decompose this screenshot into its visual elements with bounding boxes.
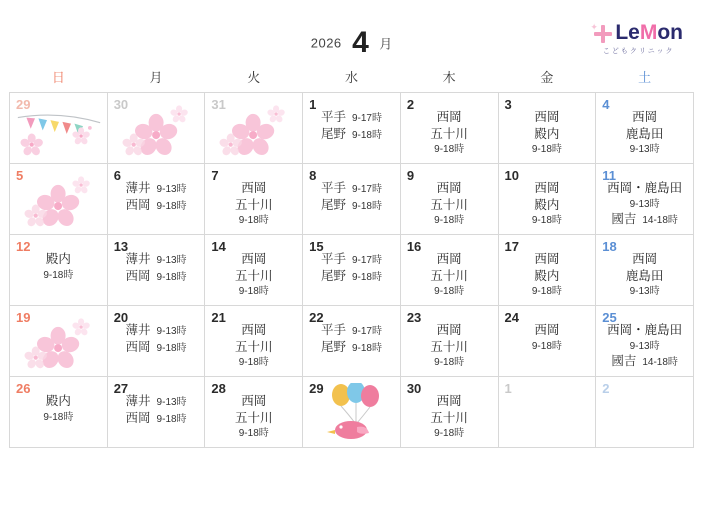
shift-time: 9-18時 (351, 342, 382, 354)
day-number: 12 (16, 239, 31, 254)
calendar-day-cell[interactable] (107, 377, 205, 448)
calendar-table (9, 64, 694, 448)
shift-name: 西岡 (241, 394, 267, 408)
shift-time: 9-18時 (156, 413, 187, 425)
shift-name: 西岡 (534, 323, 560, 337)
shift-hours: 9-18時 (238, 357, 269, 368)
shift-hours: 9-18時 (531, 340, 562, 352)
shift-name: 五十川 (430, 339, 468, 354)
shift-entry-extra (600, 353, 689, 370)
calendar-day-cell[interactable] (400, 164, 498, 235)
day-number: 14 (211, 239, 226, 254)
shift-entry (112, 393, 201, 410)
shift-name: 鹿島田 (625, 268, 664, 283)
shift-entry (112, 268, 201, 285)
shift-name: 尾野 (320, 268, 346, 283)
day-content (499, 109, 596, 156)
day-content (10, 393, 107, 424)
calendar-day-cell[interactable] (205, 306, 303, 377)
weekday-header-row (10, 64, 694, 93)
shift-name: 西岡・鹿島田 (607, 323, 683, 337)
shift-hours: 9-18時 (531, 215, 562, 226)
calendar-day-cell[interactable] (10, 235, 108, 306)
shift-name: 平手 (320, 323, 346, 337)
shift-hours: 9-18時 (531, 286, 562, 297)
shift-name: 尾野 (320, 339, 346, 354)
shift-name: 五十川 (430, 126, 468, 141)
shift-name: 薄井 (125, 323, 151, 337)
shift-time: 9-13時 (156, 184, 187, 195)
day-number: 31 (211, 97, 226, 112)
logo-subtitle: こどもクリニック (602, 48, 675, 55)
shift-name: 平手 (320, 181, 346, 195)
medical-cross-icon (590, 22, 612, 43)
calendar-day-cell[interactable] (205, 164, 303, 235)
shift-time: 9-17時 (351, 184, 382, 195)
page-header (0, 0, 703, 62)
day-content (401, 322, 498, 369)
day-number: 1 (504, 381, 512, 396)
calendar-week-row (10, 93, 694, 164)
day-number: 28 (211, 381, 226, 396)
shift-time: 9-17時 (351, 255, 382, 266)
shift-entry (112, 322, 201, 339)
day-content (303, 180, 400, 214)
day-number: 13 (113, 239, 129, 254)
shift-hours: 9-18時 (238, 428, 269, 439)
shift-name: 尾野 (320, 197, 346, 212)
title-month-label: 月 (379, 36, 393, 52)
shift-entry (112, 251, 201, 268)
sparkle-icon: ✦ (590, 22, 598, 32)
shift-name: 五十川 (235, 339, 273, 354)
day-number: 4 (602, 97, 610, 112)
shift-entry (307, 109, 396, 126)
weekday-tue: 火 (205, 64, 303, 93)
day-content (205, 251, 302, 298)
day-content (303, 109, 400, 143)
day-content (596, 109, 693, 156)
day-number: 30 (113, 97, 129, 112)
shift-time: 14-18時 (642, 214, 678, 226)
day-number: 2 (406, 97, 415, 112)
calendar-day-cell[interactable] (303, 377, 401, 448)
calendar-day-cell[interactable] (205, 93, 303, 164)
calendar-body (10, 93, 694, 448)
shift-entry (307, 251, 396, 268)
shift-name: 西岡 (125, 197, 151, 212)
title-month-number: 4 (352, 26, 369, 59)
calendar-day-cell[interactable] (107, 164, 205, 235)
calendar-day-cell[interactable] (400, 306, 498, 377)
shift-entry (307, 322, 396, 339)
shift-entry (112, 180, 201, 197)
day-number: 15 (309, 239, 324, 254)
shift-name: 西岡 (632, 252, 658, 266)
shift-time: 9-17時 (351, 326, 382, 337)
shift-name: 殿内 (45, 252, 71, 266)
shift-hours: 9-13時 (629, 198, 660, 210)
shift-entry (112, 410, 201, 427)
day-content (499, 251, 596, 298)
calendar-day-cell[interactable] (498, 377, 596, 448)
shift-name: 西岡 (632, 110, 658, 124)
shift-name: 西岡 (436, 252, 462, 266)
day-content (401, 180, 498, 227)
shift-name: 西岡 (436, 110, 462, 124)
calendar-day-cell[interactable] (596, 306, 694, 377)
shift-name: 鹿島田 (625, 126, 664, 141)
calendar-day-cell[interactable] (498, 93, 596, 164)
calendar-day-cell[interactable] (400, 93, 498, 164)
calendar-day-cell[interactable] (303, 306, 401, 377)
calendar-day-cell[interactable] (10, 93, 108, 164)
weekday-sun: 日 (10, 64, 108, 93)
calendar-day-cell[interactable] (596, 164, 694, 235)
shift-name: 西岡 (241, 181, 267, 195)
shift-time: 9-13時 (156, 326, 187, 337)
shift-name: 平手 (320, 110, 346, 124)
title-year: 2026 (310, 35, 342, 51)
weekday-fri: 金 (498, 64, 596, 93)
shift-entry (112, 339, 201, 356)
day-number: 10 (504, 168, 519, 183)
shift-hours: 9-18時 (434, 428, 465, 439)
shift-name: 五十川 (430, 410, 468, 425)
day-content (205, 322, 302, 369)
day-content (401, 393, 498, 440)
shift-name: 五十川 (430, 268, 468, 283)
shift-name: 西岡 (436, 181, 462, 195)
shift-name: 殿内 (534, 126, 560, 141)
day-number: 23 (406, 310, 422, 325)
shift-hours: 9-18時 (43, 411, 74, 423)
shift-name: 西岡 (436, 323, 462, 337)
day-content (10, 251, 107, 282)
calendar-day-cell[interactable] (596, 235, 694, 306)
day-number: 5 (16, 168, 24, 183)
calendar-day-cell[interactable] (596, 377, 694, 448)
day-number: 22 (309, 310, 324, 325)
shift-name: 五十川 (235, 197, 273, 212)
day-number: 25 (602, 310, 617, 325)
shift-hours: 9-18時 (531, 144, 562, 155)
shift-hours: 9-18時 (238, 286, 269, 297)
calendar-day-cell[interactable] (400, 377, 498, 448)
day-number: 30 (406, 381, 422, 396)
day-number: 7 (211, 168, 219, 183)
calendar-day-cell[interactable] (107, 235, 205, 306)
calendar-day-cell[interactable] (10, 164, 108, 235)
day-content (596, 180, 693, 227)
day-content (401, 251, 498, 298)
shift-time: 9-13時 (156, 397, 187, 408)
shift-hours: 9-18時 (434, 357, 465, 368)
shift-hours: 9-18時 (434, 215, 465, 226)
shift-time: 14-18時 (642, 356, 678, 368)
shift-time: 9-18時 (156, 342, 187, 354)
shift-name: 西岡 (125, 268, 151, 283)
day-number: 21 (211, 310, 226, 325)
day-content (499, 180, 596, 227)
day-content (303, 251, 400, 285)
calendar-day-cell[interactable] (107, 306, 205, 377)
clinic-logo (590, 21, 683, 56)
day-number: 17 (504, 239, 519, 254)
day-content (205, 180, 302, 227)
day-content (108, 251, 205, 285)
shift-name: 薄井 (125, 181, 151, 195)
day-content (596, 322, 693, 369)
shift-hours: 9-18時 (43, 269, 74, 281)
calendar-week-row (10, 235, 694, 306)
calendar-day-cell[interactable] (596, 93, 694, 164)
shift-name: 薄井 (125, 394, 151, 408)
shift-entry (307, 180, 396, 197)
logo-text-m: M (639, 21, 658, 44)
day-number: 29 (309, 381, 324, 396)
shift-name: 西岡 (534, 110, 560, 124)
shift-time: 9-17時 (351, 113, 382, 124)
shift-time: 9-13時 (156, 255, 187, 266)
shift-name: 西岡 (125, 410, 151, 425)
day-number: 8 (309, 168, 317, 183)
day-number: 1 (309, 97, 317, 112)
calendar-week-row (10, 377, 694, 448)
day-content (303, 322, 400, 356)
shift-name: 西岡 (125, 339, 151, 354)
shift-name: 西岡 (534, 252, 560, 266)
shift-name: 西岡 (241, 323, 267, 337)
calendar-week-row (10, 306, 694, 377)
shift-name: 殿内 (534, 268, 560, 283)
logo-text-le: Le (615, 21, 640, 44)
day-number: 16 (406, 239, 422, 254)
calendar-day-cell[interactable] (205, 377, 303, 448)
shift-name: 殿内 (534, 197, 560, 212)
day-number: 19 (16, 310, 31, 325)
shift-name: 薄井 (125, 252, 151, 266)
shift-name: 五十川 (235, 268, 273, 283)
shift-time: 9-18時 (156, 200, 187, 212)
logo-text-on: on (657, 21, 683, 44)
shift-name: 國吉 (611, 353, 637, 368)
day-number: 27 (113, 381, 129, 396)
day-content (108, 322, 205, 356)
shift-hours: 9-18時 (434, 144, 465, 155)
shift-hours: 9-13時 (629, 144, 660, 155)
day-content (596, 251, 693, 298)
calendar-day-cell[interactable] (10, 306, 108, 377)
calendar-day-cell[interactable] (303, 235, 401, 306)
weekday-thu: 木 (400, 64, 498, 93)
shift-name: 西岡 (436, 394, 462, 408)
weekday-wed: 水 (303, 64, 401, 93)
day-number: 6 (113, 168, 121, 183)
day-number: 24 (504, 310, 519, 325)
shift-hours: 9-18時 (238, 215, 269, 226)
day-number: 20 (113, 310, 129, 325)
shift-name: 平手 (320, 252, 346, 266)
shift-time: 9-18時 (156, 271, 187, 283)
day-content (205, 393, 302, 440)
calendar-day-cell[interactable] (205, 235, 303, 306)
calendar-day-cell[interactable] (303, 93, 401, 164)
calendar-day-cell[interactable] (107, 93, 205, 164)
calendar-day-cell[interactable] (400, 235, 498, 306)
shift-entry (307, 197, 396, 214)
shift-name: 西岡 (241, 252, 267, 266)
shift-entry (307, 126, 396, 143)
shift-entry (307, 268, 396, 285)
shift-name: 五十川 (430, 197, 468, 212)
day-number: 11 (602, 168, 616, 183)
day-content (108, 393, 205, 427)
day-number: 29 (16, 97, 31, 112)
weekday-mon: 月 (107, 64, 205, 93)
day-number: 26 (16, 381, 31, 396)
shift-name: 國吉 (611, 211, 637, 226)
shift-entry (112, 197, 201, 214)
day-content (108, 180, 205, 214)
calendar-day-cell[interactable] (498, 306, 596, 377)
day-number: 18 (602, 239, 617, 254)
day-number: 9 (406, 168, 415, 183)
day-content (401, 109, 498, 156)
shift-name: 五十川 (235, 410, 273, 425)
day-number: 3 (504, 97, 512, 112)
day-content (499, 322, 596, 353)
shift-hours: 9-18時 (434, 286, 465, 297)
calendar-day-cell[interactable] (303, 164, 401, 235)
calendar-week-row (10, 164, 694, 235)
shift-entry-extra (600, 211, 689, 228)
shift-name: 尾野 (320, 126, 346, 141)
shift-name: 西岡 (534, 181, 560, 195)
shift-time: 9-18時 (351, 271, 382, 283)
shift-time: 9-18時 (351, 200, 382, 212)
day-number: 2 (602, 381, 610, 396)
calendar-day-cell[interactable] (498, 235, 596, 306)
shift-time: 9-18時 (351, 129, 382, 141)
weekday-sat: 土 (596, 64, 694, 93)
shift-name: 殿内 (45, 394, 71, 408)
calendar-day-cell[interactable] (498, 164, 596, 235)
shift-entry (307, 339, 396, 356)
shift-hours: 9-13時 (629, 340, 660, 352)
shift-hours: 9-13時 (629, 286, 660, 297)
calendar-day-cell[interactable] (10, 377, 108, 448)
shift-name: 西岡・鹿島田 (607, 181, 683, 195)
logo-text (615, 22, 683, 43)
